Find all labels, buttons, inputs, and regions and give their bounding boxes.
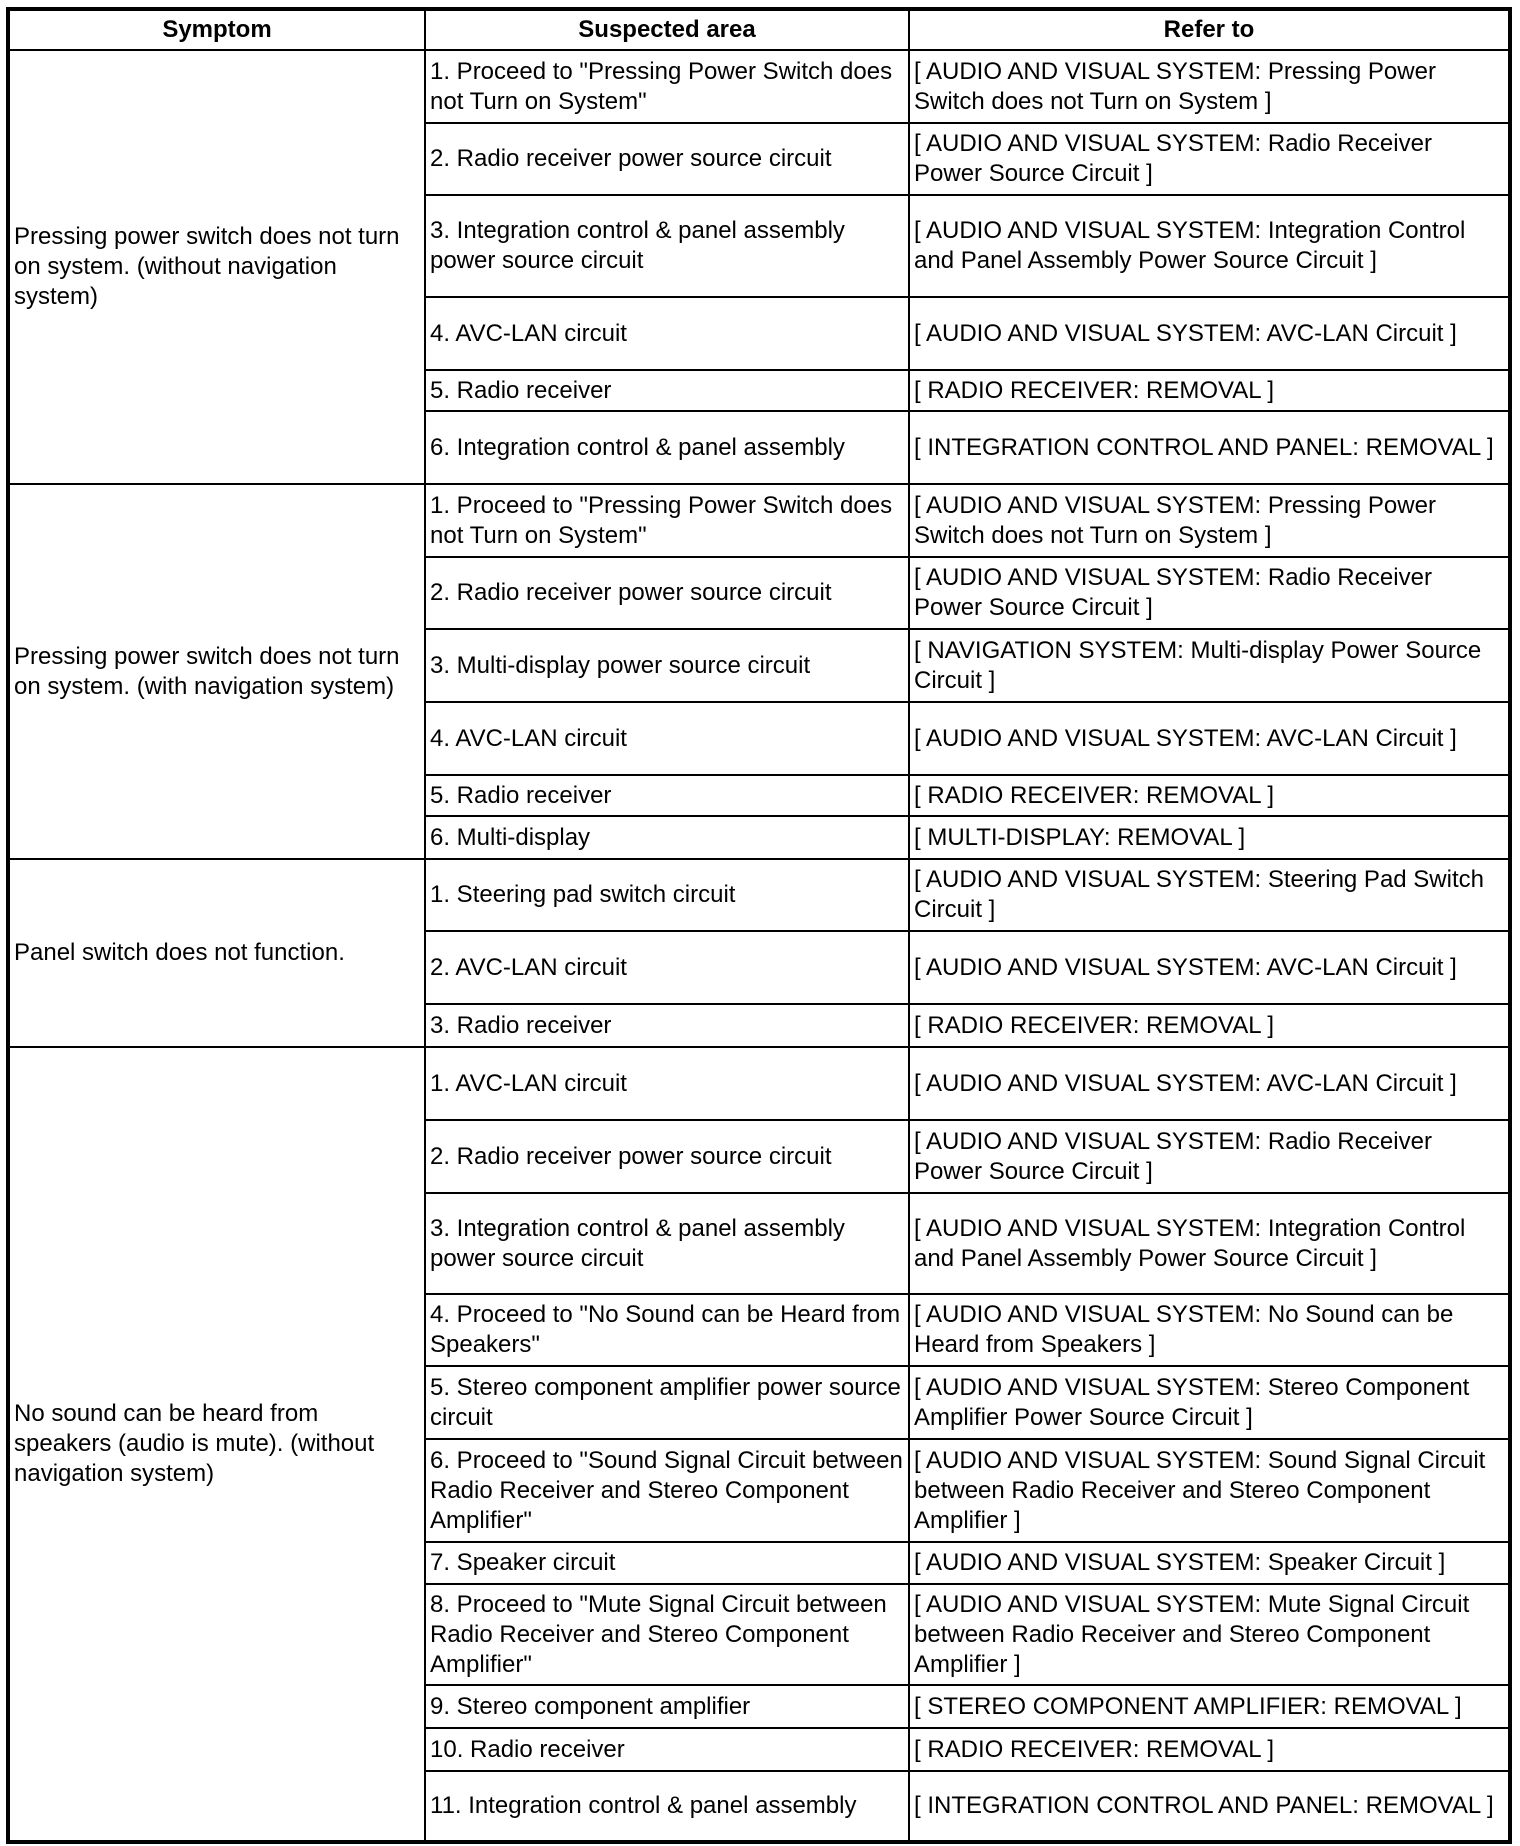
refer-to-link[interactable]: [ AUDIO AND VISUAL SYSTEM: Pressing Power Switch does not Turn on System ]	[909, 484, 1510, 557]
refer-to-link[interactable]: [ RADIO RECEIVER: REMOVAL ]	[909, 1728, 1510, 1771]
symptom-cell: Pressing power switch does not turn on system. (with navigation system)	[8, 484, 425, 859]
refer-to-link[interactable]: [ INTEGRATION CONTROL AND PANEL: REMOVAL ]	[909, 1771, 1510, 1842]
refer-to-link[interactable]: [ RADIO RECEIVER: REMOVAL ]	[909, 370, 1510, 411]
suspected-area-cell: 1. Steering pad switch circuit	[425, 859, 909, 931]
refer-to-link[interactable]: [ RADIO RECEIVER: REMOVAL ]	[909, 775, 1510, 816]
header-row	[8, 9, 1510, 50]
suspected-area-cell: 1. AVC-LAN circuit	[425, 1047, 909, 1120]
suspected-area-cell: 6. Proceed to "Sound Signal Circuit between Radio Receiver and Stereo Component Amplifier"	[425, 1439, 909, 1542]
refer-to-link[interactable]: [ MULTI-DISPLAY: REMOVAL ]	[909, 816, 1510, 859]
suspected-area-cell: 2. Radio receiver power source circuit	[425, 557, 909, 629]
symptom-cell: Panel switch does not function.	[8, 859, 425, 1047]
table-row	[8, 484, 1510, 557]
refer-to-link[interactable]: [ AUDIO AND VISUAL SYSTEM: Stereo Component Amplifier Power Source Circuit ]	[909, 1366, 1510, 1439]
table-row	[8, 1047, 1510, 1120]
table-row	[8, 859, 1510, 931]
suspected-area-cell: 4. Proceed to "No Sound can be Heard from Speakers"	[425, 1294, 909, 1366]
suspected-area-cell: 11. Integration control & panel assembly	[425, 1771, 909, 1842]
header-refer-to: Refer to	[909, 9, 1510, 50]
refer-to-link[interactable]: [ NAVIGATION SYSTEM: Multi-display Power Source Circuit ]	[909, 629, 1510, 702]
suspected-area-cell: 5. Radio receiver	[425, 775, 909, 816]
suspected-area-cell: 2. Radio receiver power source circuit	[425, 123, 909, 195]
symptom-cell: Pressing power switch does not turn on system. (without navigation system)	[8, 50, 425, 484]
suspected-area-cell: 5. Radio receiver	[425, 370, 909, 411]
suspected-area-cell: 8. Proceed to "Mute Signal Circuit between Radio Receiver and Stereo Component Amplifier"	[425, 1584, 909, 1685]
suspected-area-cell: 6. Multi-display	[425, 816, 909, 859]
refer-to-link[interactable]: [ AUDIO AND VISUAL SYSTEM: AVC-LAN Circuit ]	[909, 931, 1510, 1004]
refer-to-link[interactable]: [ AUDIO AND VISUAL SYSTEM: Speaker Circuit ]	[909, 1542, 1510, 1584]
suspected-area-cell: 4. AVC-LAN circuit	[425, 702, 909, 775]
refer-to-link[interactable]: [ AUDIO AND VISUAL SYSTEM: Mute Signal Circuit between Radio Receiver and Stereo Component Amplifier ]	[909, 1584, 1510, 1685]
refer-to-link[interactable]: [ RADIO RECEIVER: REMOVAL ]	[909, 1004, 1510, 1047]
suspected-area-cell: 1. Proceed to "Pressing Power Switch does not Turn on System"	[425, 484, 909, 557]
refer-to-link[interactable]: [ AUDIO AND VISUAL SYSTEM: Sound Signal Circuit between Radio Receiver and Stereo Component Amplifier ]	[909, 1439, 1510, 1542]
refer-to-link[interactable]: [ AUDIO AND VISUAL SYSTEM: Steering Pad Switch Circuit ]	[909, 859, 1510, 931]
refer-to-link[interactable]: [ AUDIO AND VISUAL SYSTEM: Radio Receiver Power Source Circuit ]	[909, 123, 1510, 195]
header-suspected-area: Suspected area	[425, 9, 909, 50]
refer-to-link[interactable]: [ AUDIO AND VISUAL SYSTEM: No Sound can be Heard from Speakers ]	[909, 1294, 1510, 1366]
suspected-area-cell: 10. Radio receiver	[425, 1728, 909, 1771]
suspected-area-cell: 6. Integration control & panel assembly	[425, 411, 909, 484]
table-row	[8, 50, 1510, 123]
suspected-area-cell: 3. Radio receiver	[425, 1004, 909, 1047]
suspected-area-cell: 2. Radio receiver power source circuit	[425, 1120, 909, 1193]
refer-to-link[interactable]: [ AUDIO AND VISUAL SYSTEM: Integration Control and Panel Assembly Power Source Circuit ]	[909, 195, 1510, 297]
suspected-area-cell: 1. Proceed to "Pressing Power Switch does not Turn on System"	[425, 50, 909, 123]
troubleshooting-table	[6, 7, 1512, 1844]
suspected-area-cell: 3. Multi-display power source circuit	[425, 629, 909, 702]
refer-to-link[interactable]: [ AUDIO AND VISUAL SYSTEM: AVC-LAN Circuit ]	[909, 702, 1510, 775]
suspected-area-cell: 7. Speaker circuit	[425, 1542, 909, 1584]
refer-to-link[interactable]: [ AUDIO AND VISUAL SYSTEM: Radio Receiver Power Source Circuit ]	[909, 557, 1510, 629]
refer-to-link[interactable]: [ AUDIO AND VISUAL SYSTEM: Pressing Power Switch does not Turn on System ]	[909, 50, 1510, 123]
suspected-area-cell: 3. Integration control & panel assembly power source circuit	[425, 195, 909, 297]
symptom-cell: No sound can be heard from speakers (audio is mute). (without navigation system)	[8, 1047, 425, 1842]
refer-to-link[interactable]: [ INTEGRATION CONTROL AND PANEL: REMOVAL ]	[909, 411, 1510, 484]
refer-to-link[interactable]: [ STEREO COMPONENT AMPLIFIER: REMOVAL ]	[909, 1685, 1510, 1728]
suspected-area-cell: 3. Integration control & panel assembly power source circuit	[425, 1193, 909, 1294]
suspected-area-cell: 9. Stereo component amplifier	[425, 1685, 909, 1728]
refer-to-link[interactable]: [ AUDIO AND VISUAL SYSTEM: Radio Receiver Power Source Circuit ]	[909, 1120, 1510, 1193]
refer-to-link[interactable]: [ AUDIO AND VISUAL SYSTEM: Integration Control and Panel Assembly Power Source Circuit ]	[909, 1193, 1510, 1294]
refer-to-link[interactable]: [ AUDIO AND VISUAL SYSTEM: AVC-LAN Circuit ]	[909, 1047, 1510, 1120]
suspected-area-cell: 2. AVC-LAN circuit	[425, 931, 909, 1004]
refer-to-link[interactable]: [ AUDIO AND VISUAL SYSTEM: AVC-LAN Circuit ]	[909, 297, 1510, 370]
suspected-area-cell: 4. AVC-LAN circuit	[425, 297, 909, 370]
header-symptom: Symptom	[8, 9, 425, 50]
suspected-area-cell: 5. Stereo component amplifier power source circuit	[425, 1366, 909, 1439]
